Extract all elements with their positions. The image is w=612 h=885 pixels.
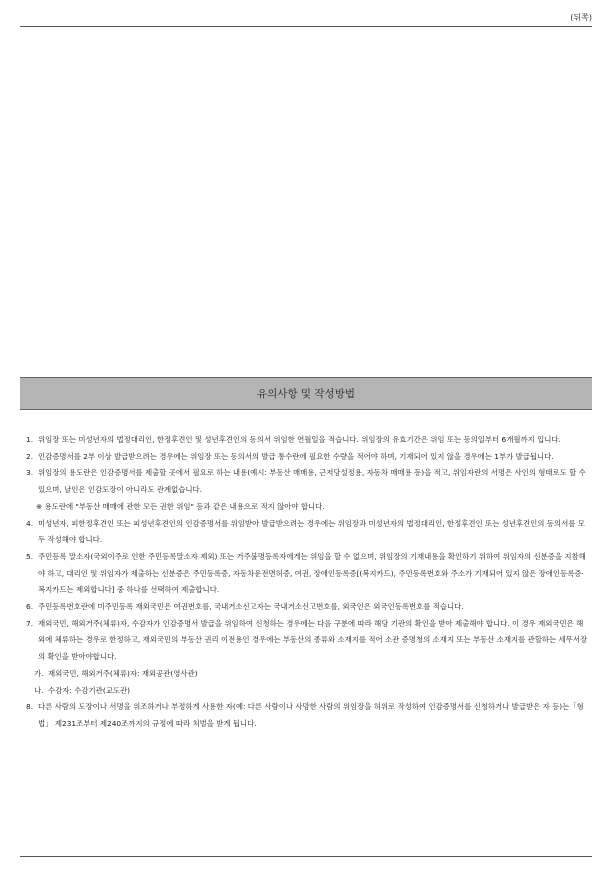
item-number: 6. xyxy=(26,602,34,612)
sub-item-ga xyxy=(26,666,590,683)
item-number: 2. xyxy=(26,451,34,461)
notice-item-5 xyxy=(26,549,590,599)
notice-item-3 xyxy=(26,465,590,498)
page-side-note: (뒤쪽) xyxy=(570,13,592,22)
item-text: 위임장 또는 미성년자의 법정대리인, 한정후견인 및 성년후견인의 동의서 위임한 연월일을 적습니다. 위임장의 유효기간은 위임 또는 동의일부터 6개월까지 입니다. xyxy=(38,435,561,444)
item-number: 7. xyxy=(26,618,34,628)
bottom-divider xyxy=(20,856,592,857)
item-text: 미성년자, 피한정후견인 또는 피성년후견인의 인감증명서를 위임받아 발급받으려는 경우에는 위임장과 미성년자의 법정대리인, 한정후견인 또는 성년후견인의 동의서를 모두 작성해야 합니다. xyxy=(38,518,585,545)
item-text: 재외국민, 해외거주(체류)자, 수감자가 인감증명서 발급을 위임하여 신청하는 경우에는 다음 구분에 따라 해당 기관의 확인을 받아 제출해야 합니다. 이 경우 재외국민은 해외에 체류하는 경우로 한정하고, 재외국민의 부동산 권리 이전용인 경우에는 부동산의 종류와 소재지를 적어 소관 증명청의 소재지 또는 부동산 소재지를 관할하는 세무서장의 확인을 받아야합니다. xyxy=(38,618,588,662)
item-3-note: ※ 용도란에 "부동산 매매에 관한 모든 권한 위임" 등과 같은 내용으로 적지 않아야 합니다. xyxy=(36,501,325,511)
notice-item-1 xyxy=(26,432,590,449)
notice-item-2 xyxy=(26,449,590,466)
item-text: 위임장의 용도란은 인감증명서를 제출할 곳에서 필요로 하는 내용(예시: 부동산 매매용, 근저당설정용, 자동차 매매용 등)을 적고, 위임자란의 서명은 사인의 형태로도 할 수 있으며, 날인은 인감도장이 아니라도 관계없습니다. xyxy=(38,468,586,495)
sub-item-text: 수감자: 수감기관(교도관) xyxy=(48,685,131,695)
sub-item-number: 나. xyxy=(34,685,44,695)
item-number: 5. xyxy=(26,551,34,561)
section-header xyxy=(20,377,592,410)
notice-item-6 xyxy=(26,599,590,616)
item-number: 8. xyxy=(26,702,34,712)
item-number: 1. xyxy=(26,435,34,444)
sub-item-number: 가. xyxy=(34,668,44,678)
notice-item-4 xyxy=(26,516,590,549)
sub-item-text: 재외국민, 해외거주(체류)자: 재외공관(영사관) xyxy=(48,668,198,678)
top-divider xyxy=(20,26,592,27)
item-text: 주민등록 말소자(국외이주로 인한 주민등록말소자 제외) 또는 거주불명등록자에게는 위임을 할 수 없으며, 위임장의 기재내용을 확인하기 위하여 위임자의 신분증을 지참해야 하고, 대리인 및 위임자가 제출하는 신분증은 주민등록증, 자동차운전면허증, 여권, 장애인등록증[(복지카드), 주민등록번호와 주소가 기재되어 있지 않은 장애인등록증·복지카드는 제외합니다] 중 하나를 선택하여 제출합니다. xyxy=(38,551,586,595)
item-text: 다른 사람의 도장이나 서명을 위조하거나 부정하게 사용한 자(예: 다른 사람이나 사망한 사람의 위임장을 허위로 작성하여 인감증명서를 신청하거나 발급받은 자 등)는「형법」 제231조부터 제240조까지의 규정에 따라 처벌을 받게 됩니다. xyxy=(38,702,584,728)
section-title: 유의사항 및 작성방법 xyxy=(257,388,355,400)
item-number: 4. xyxy=(26,518,34,528)
notice-item-8 xyxy=(26,699,590,732)
item-text: 주민등록번호란에 미주민등록 재외국민은 여권번호를, 국내거소신고자는 국내거소신고번호를, 외국인은 외국인등록번호를 적습니다. xyxy=(38,602,464,612)
sub-item-na xyxy=(26,683,590,700)
notice-list xyxy=(26,432,590,733)
item-number: 3. xyxy=(26,468,34,478)
notice-item-7 xyxy=(26,616,590,666)
item-text: 인감증명서를 2부 이상 발급받으려는 경우에는 위임장 또는 동의서의 발급 통수란에 필요한 수량을 적어야 하며, 기재되어 있지 않을 경우에는 1부가 발급됩니다. xyxy=(38,451,554,461)
blank-form-area xyxy=(20,28,592,376)
